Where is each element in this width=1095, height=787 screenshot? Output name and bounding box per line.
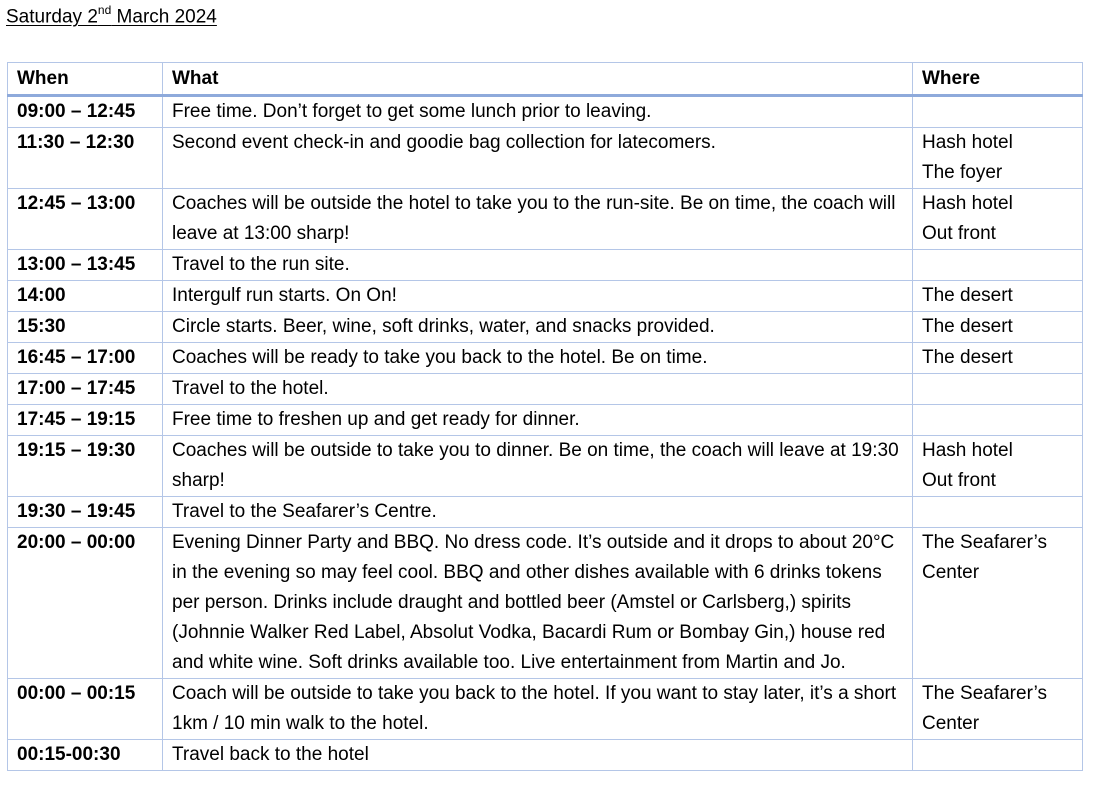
when-cell: 12:45 – 13:00 xyxy=(8,189,163,250)
where-cell xyxy=(913,312,1083,343)
where-line: The Seafarer’s xyxy=(922,532,1047,553)
where-cell xyxy=(913,281,1083,312)
when-cell: 13:00 – 13:45 xyxy=(8,250,163,281)
where-cell xyxy=(913,374,1083,405)
what-cell: Travel to the hotel. xyxy=(163,374,913,405)
when-cell: 19:30 – 19:45 xyxy=(8,497,163,528)
title-rest: March 2024 xyxy=(111,6,217,28)
table-row xyxy=(8,405,1083,436)
table-row xyxy=(8,128,1083,189)
where-cell xyxy=(913,250,1083,281)
title-ordinal-suffix: nd xyxy=(97,3,112,17)
what-cell: Free time. Don’t forget to get some lunch prior to leaving. xyxy=(163,96,913,128)
where-cell xyxy=(913,189,1083,250)
table-row xyxy=(8,740,1083,771)
header-where: Where xyxy=(913,63,1083,96)
when-cell: 17:00 – 17:45 xyxy=(8,374,163,405)
table-row xyxy=(8,436,1083,497)
where-cell xyxy=(913,436,1083,497)
when-cell: 00:15-00:30 xyxy=(8,740,163,771)
where-cell xyxy=(913,96,1083,128)
what-cell: Second event check-in and goodie bag collection for latecomers. xyxy=(163,128,913,189)
where-cell xyxy=(913,128,1083,189)
where-line: The Seafarer’s xyxy=(922,683,1047,704)
what-cell: Travel back to the hotel xyxy=(163,740,913,771)
table-row xyxy=(8,343,1083,374)
what-cell: Coaches will be outside to take you to dinner. Be on time, the coach will leave at 19:30 sharp! xyxy=(163,436,913,497)
where-line: Hash hotel xyxy=(922,193,1013,214)
what-cell: Travel to the Seafarer’s Centre. xyxy=(163,497,913,528)
what-cell: Evening Dinner Party and BBQ. No dress code. It’s outside and it drops to about 20°C in the evening so may feel cool. BBQ and other dishes available with 6 drinks tokens per person. Drinks include draught and bottled beer (Amstel or Carlsberg,) spirits (Johnnie Walker Red Label, Absolut Vodka, Bacardi Rum or Bombay Gin,) house red and white wine. Soft drinks available too. Live entertainment from Martin and Jo. xyxy=(163,528,913,679)
when-cell: 16:45 – 17:00 xyxy=(8,343,163,374)
table-row xyxy=(8,497,1083,528)
what-cell: Travel to the run site. xyxy=(163,250,913,281)
where-cell xyxy=(913,405,1083,436)
where-line: The foyer xyxy=(922,162,1003,183)
where-line: The desert xyxy=(922,347,1013,368)
when-cell: 09:00 – 12:45 xyxy=(8,96,163,128)
table-row xyxy=(8,96,1083,128)
what-cell: Coach will be outside to take you back to the hotel. If you want to stay later, it’s a short 1km / 10 min walk to the hotel. xyxy=(163,679,913,740)
what-cell: Circle starts. Beer, wine, soft drinks, water, and snacks provided. xyxy=(163,312,913,343)
title-prefix: Saturday 2 xyxy=(6,6,98,28)
page-title xyxy=(6,4,217,28)
where-cell xyxy=(913,497,1083,528)
where-cell xyxy=(913,343,1083,374)
when-cell: 15:30 xyxy=(8,312,163,343)
header-when: When xyxy=(8,63,163,96)
where-line: Out front xyxy=(922,223,996,244)
table-row xyxy=(8,374,1083,405)
when-cell: 19:15 – 19:30 xyxy=(8,436,163,497)
what-cell: Coaches will be ready to take you back to the hotel. Be on time. xyxy=(163,343,913,374)
when-cell: 00:00 – 00:15 xyxy=(8,679,163,740)
table-row xyxy=(8,250,1083,281)
table-row xyxy=(8,528,1083,679)
schedule-table xyxy=(7,62,1083,771)
table-row xyxy=(8,312,1083,343)
where-line: Center xyxy=(922,713,980,734)
when-cell: 17:45 – 19:15 xyxy=(8,405,163,436)
when-cell: 14:00 xyxy=(8,281,163,312)
where-line: Center xyxy=(922,562,980,583)
where-cell xyxy=(913,740,1083,771)
where-line: The desert xyxy=(922,316,1013,337)
table-row xyxy=(8,679,1083,740)
table-row xyxy=(8,281,1083,312)
where-line: Out front xyxy=(922,470,996,491)
what-cell: Free time to freshen up and get ready for dinner. xyxy=(163,405,913,436)
where-cell xyxy=(913,528,1083,679)
where-line: Hash hotel xyxy=(922,440,1013,461)
where-cell xyxy=(913,679,1083,740)
table-row xyxy=(8,189,1083,250)
when-cell: 20:00 – 00:00 xyxy=(8,528,163,679)
header-what: What xyxy=(163,63,913,96)
what-cell: Coaches will be outside the hotel to take you to the run-site. Be on time, the coach will leave at 13:00 sharp! xyxy=(163,189,913,250)
where-line: Hash hotel xyxy=(922,132,1013,153)
where-line: The desert xyxy=(922,285,1013,306)
when-cell: 11:30 – 12:30 xyxy=(8,128,163,189)
header-row xyxy=(8,63,1083,96)
what-cell: Intergulf run starts. On On! xyxy=(163,281,913,312)
